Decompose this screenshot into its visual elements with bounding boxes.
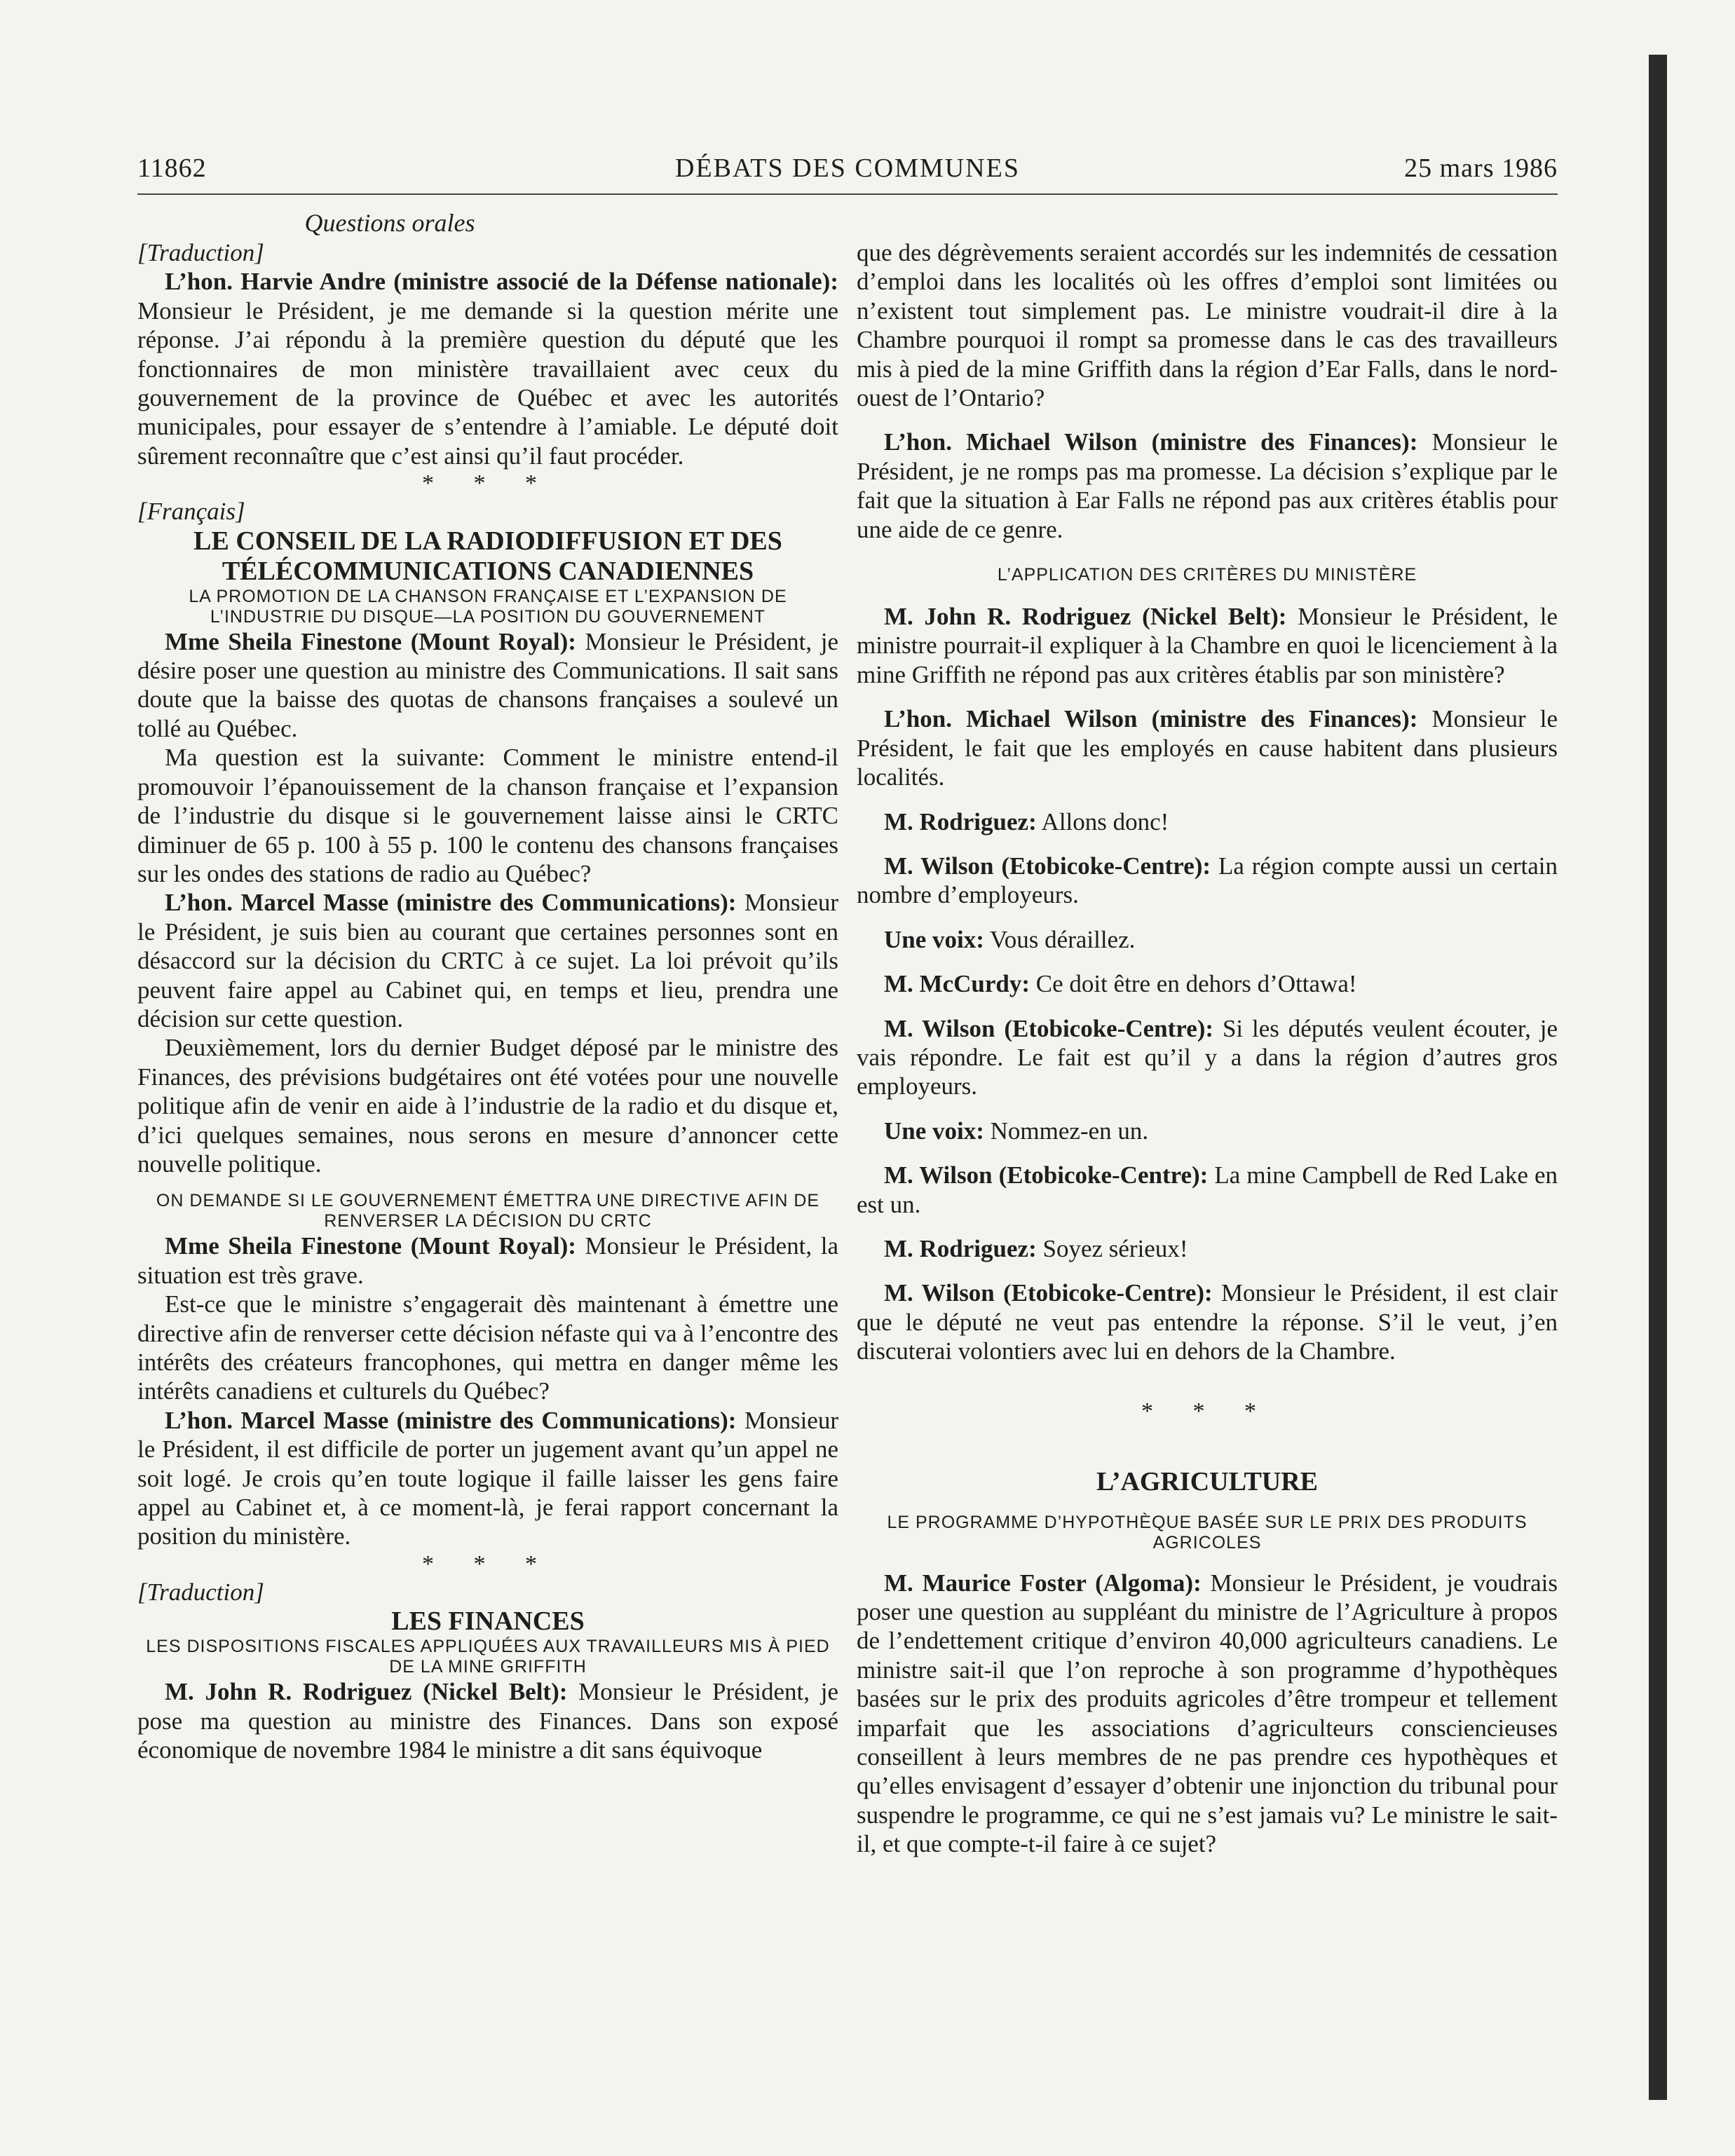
speaker-name: Une voix: <box>884 925 984 953</box>
speaker-name: M. Wilson (Etobicoke-Centre): <box>884 852 1211 880</box>
journal-title: DÉBATS DES COMMUNES <box>675 153 1020 183</box>
speech-paragraph <box>857 807 1558 836</box>
speech-text: Ce doit être en dehors d’Ottawa! <box>1030 970 1357 998</box>
speaker-name: L’hon. Marcel Masse (ministre des Communications): <box>165 889 737 917</box>
section-heading: L’AGRICULTURE <box>1096 1466 1319 1496</box>
speaker-name: M. John R. Rodriguez (Nickel Belt): <box>884 603 1287 631</box>
language-tag: [Traduction] <box>137 1578 264 1606</box>
scan-edge-band <box>1649 55 1667 2100</box>
speech-text: Monsieur le Président, je désire poser une question au ministre des Communications. Il sait sans doute que la baisse des quotas de chansons françaises a soulevé un tollé au Québec. <box>137 627 839 742</box>
speaker-name: Mme Sheila Finestone (Mount Royal): <box>165 1232 576 1260</box>
speech-paragraph <box>137 888 838 1033</box>
page-header <box>137 153 1558 195</box>
speech-text: Monsieur le Président, le fait que les employés en cause habitent dans plusieurs localités. <box>857 705 1558 791</box>
speech-paragraph <box>137 1406 838 1551</box>
speech-text: Soyez sérieux! <box>1036 1234 1188 1262</box>
speaker-name: Mme Sheila Finestone (Mount Royal): <box>165 627 576 655</box>
section-heading: LES FINANCES <box>391 1606 585 1637</box>
speech-text: Monsieur le Président, le ministre pourrait-il expliquer à la Chambre en quoi le licenciement à la mine Griffith ne répond pas aux critères établis par son ministère? <box>857 603 1558 688</box>
speech-paragraph <box>857 602 1558 689</box>
section-separator: * * * <box>422 1550 554 1577</box>
speaker-name: M. Wilson (Etobicoke-Centre): <box>884 1279 1213 1307</box>
subsection-heading: ON DEMANDE SI LE GOUVERNEMENT ÉMETTRA UNE DIRECTIVE AFIN DE RENVERSER LA DÉCISION DU CRTC <box>156 1191 820 1231</box>
running-head: Questions orales <box>304 209 475 237</box>
speaker-name: L’hon. Harvie Andre (ministre associé de la Défense nationale): <box>165 268 838 296</box>
speech-paragraph <box>857 704 1558 791</box>
speech-text: Vous déraillez. <box>984 925 1136 953</box>
section-heading: LE CONSEIL DE LA RADIODIFFUSION ET DES TÉLÉCOMMUNICATIONS CANADIENNES <box>193 526 782 586</box>
speech-text: Monsieur le Président, je suis bien au courant que certaines personnes sont en désaccord sur la décision du CRTC à ce sujet. La loi prévoit qu’ils peuvent faire appel au Cabinet qui, en temps et lieu, prendra une décision sur cette question. <box>137 889 838 1032</box>
speech-paragraph <box>137 1677 838 1764</box>
subsection-heading: LE PROGRAMME D’HYPOTHÈQUE BASÉE SUR LE PRIX DES PRODUITS AGRICOLES <box>887 1512 1528 1553</box>
speaker-name: M. John R. Rodriguez (Nickel Belt): <box>165 1678 568 1706</box>
speech-text: Nommez-en un. <box>984 1117 1149 1145</box>
speech-paragraph <box>857 852 1558 910</box>
speaker-name: M. Maurice Foster (Algoma): <box>884 1569 1202 1597</box>
speech-text: Monsieur le Président, je ne romps pas ma promesse. La décision s’explique par le fait que la situation à Ear Falls ne répond pas aux critères établis pour une aide de ce genre. <box>857 428 1558 543</box>
speech-paragraph <box>857 1161 1558 1219</box>
speech-paragraph <box>857 969 1558 998</box>
speech-paragraph: Est-ce que le ministre s’engagerait dès maintenant à émettre une directive afin de renverser cette décision néfaste qui va à l’encontre des intérêts des créateurs francophones, qui mettra en danger même les intérêts canadiens et culturels du Québec? <box>137 1290 838 1405</box>
speech-paragraph <box>137 267 838 470</box>
speech-text: Monsieur le Président, je pose ma question au ministre des Finances. Dans son exposé économique de novembre 1984 le ministre a dit sans équivoque <box>137 1678 838 1764</box>
speaker-name: M. Rodriguez: <box>884 1234 1037 1262</box>
speech-paragraph <box>857 1278 1558 1365</box>
subsection-heading: L’APPLICATION DES CRITÈRES DU MINISTÈRE <box>997 565 1417 585</box>
speech-paragraph <box>857 428 1558 544</box>
subsection-heading: LES DISPOSITIONS FISCALES APPLIQUÉES AUX TRAVAILLEURS MIS À PIED DE LA MINE GRIFFITH <box>146 1637 830 1677</box>
speech-text: Monsieur le Président, la situation est très grave. <box>137 1232 839 1289</box>
speaker-name: Une voix: <box>884 1117 984 1145</box>
speech-paragraph <box>137 1231 838 1290</box>
speech-paragraph <box>857 1014 1558 1101</box>
speech-text: Si les députés veulent écouter, je vais répondre. Le fait est qu’il y a dans la région d’autres gros employeurs. <box>857 1014 1558 1100</box>
speech-paragraph: Deuxièmement, lors du dernier Budget déposé par le ministre des Finances, des prévisions budgétaires ont été votées pour une nouvelle politique afin de venir en aide à l’industrie de la radio et du disque et, d’ici quelques semaines, nous serons en mesure d’annoncer cette nouvelle politique. <box>137 1034 838 1178</box>
speech-paragraph <box>137 627 838 744</box>
speech-text: Monsieur le Président, il est difficile de porter un jugement avant qu’un appel ne soit logé. Je crois qu’en toute logique il faille laisser les gens faire appel au Cabinet et, à ce moment-là, je ferai rapport concernant la position du ministère. <box>137 1406 838 1550</box>
left-column <box>137 207 838 2002</box>
page-date: 25 mars 1986 <box>1404 153 1558 183</box>
speech-paragraph: que des dégrèvements seraient accordés sur les indemnités de cessation d’emploi dans les localités où les offres d’emploi sont limitées ou n’existent tout simplement pas. Le ministre voudrait-il dire à la Chambre pourquoi il rompt sa promesse dans le cas des travailleurs mis à pied de la mine Griffith dans la région d’Ear Falls, dans le nord-ouest de l’Ontario? <box>857 239 1558 412</box>
speech-text: La mine Campbell de Red Lake en est un. <box>857 1161 1558 1218</box>
section-separator: * * * <box>1141 1398 1273 1424</box>
speech-text: Monsieur le Président, je voudrais poser une question au suppléant du ministre de l’Agriculture à propos de l’endettement critique d’environ 40,000 agriculteurs canadiens. Le ministre sait-il que l’on reproche à son programme d’hypothèques basées sur le prix des produits agricoles d’être trompeur et tellement imparfait que les associations d’agriculteurs consciencieuses conseillent à leurs membres de ne pas prendre ces hypothèques et qu’elles envisagent d’essayer d’obtenir une injonction du tribunal pour suspendre le programme, ce qui ne s’est jamais vu? Le ministre le sait-il, et que compte-t-il faire à ce sujet? <box>857 1569 1558 1858</box>
speaker-name: L’hon. Michael Wilson (ministre des Finances): <box>884 705 1418 733</box>
speaker-name: M. McCurdy: <box>884 970 1030 998</box>
speech-paragraph <box>857 1117 1558 1145</box>
speech-text: Monsieur le Président, il est clair que le député ne veut pas entendre la réponse. S’il le veut, j’en discuterai volontiers avec lui en dehors de la Chambre. <box>857 1279 1558 1365</box>
speech-paragraph <box>857 925 1558 954</box>
speaker-name: M. Wilson (Etobicoke-Centre): <box>884 1161 1209 1189</box>
section-separator: * * * <box>422 470 554 497</box>
speaker-name: L’hon. Marcel Masse (ministre des Communications): <box>165 1406 737 1434</box>
language-tag: [Français] <box>137 498 245 526</box>
speech-paragraph <box>857 1569 1558 1859</box>
right-column <box>857 238 1558 2033</box>
subsection-heading: LA PROMOTION DE LA CHANSON FRANÇAISE ET L’EXPANSION DE L’INDUSTRIE DU DISQUE—LA POSITION DU GOUVERNEMENT <box>189 586 787 627</box>
speech-text: La région compte aussi un certain nombre d’employeurs. <box>857 852 1558 909</box>
speech-paragraph: Ma question est la suivante: Comment le ministre entend-il promouvoir l’épanouissement de la chanson française et l’expansion de l’industrie du disque si le gouvernement laisse ainsi le CRTC diminuer de 65 p. 100 à 55 p. 100 le contenu des chansons françaises sur les ondes des stations de radio au Québec? <box>137 744 838 887</box>
speaker-name: M. Rodriguez: <box>884 807 1037 835</box>
speech-text: Monsieur le Président, je me demande si la question mérite une réponse. J’ai répondu à la première question du député que les fonctionnaires de mon ministère travaillaient avec ceux du gouvernement de la province de Québec et avec les autorités municipales, pour essayer de s’entendre à l’amiable. Le député doit sûrement reconnaître que c’est ainsi qu’il faut procéder. <box>137 296 838 470</box>
language-tag: [Traduction] <box>137 239 264 266</box>
speaker-name: L’hon. Michael Wilson (ministre des Finances): <box>884 428 1418 456</box>
page-number: 11862 <box>137 153 207 183</box>
speaker-name: M. Wilson (Etobicoke-Centre): <box>884 1014 1214 1042</box>
speech-text: Allons donc! <box>1036 807 1169 835</box>
speech-paragraph <box>857 1234 1558 1263</box>
